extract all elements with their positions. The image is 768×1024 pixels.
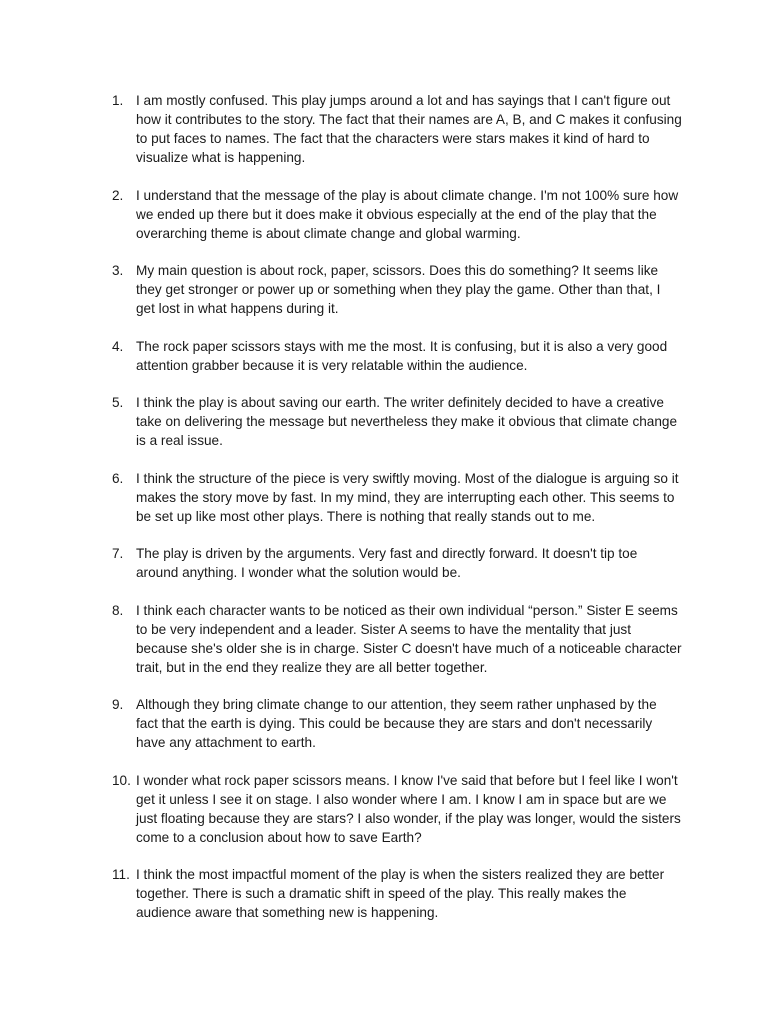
list-item-number: 9. [112, 697, 124, 712]
list-item-text: I think the most impactful moment of the play is when the sisters realized they are better together. There is such a dramatic shift in speed of the play. This really makes the audience aware that something new is happening. [136, 867, 665, 920]
list-item [112, 393, 682, 450]
list-item-number: 2. [112, 187, 124, 203]
list-item [112, 695, 682, 752]
list-item-text: I understand that the message of the play is about climate change. I'm not 100% sure how we ended up there but it does make it obvious especially at the end of the play that the overarching theme is about climate change and global warming. [136, 187, 679, 241]
list-item [112, 865, 682, 922]
list-item-number: 1. [112, 93, 124, 108]
list-item-number: 6. [112, 470, 124, 486]
list-item [112, 601, 682, 677]
list-item-number: 10. [112, 772, 131, 788]
list-item [112, 261, 682, 318]
list-item-number: 3. [112, 263, 124, 278]
list-item [112, 771, 682, 847]
list-item-text: My main question is about rock, paper, scissors. Does this do something? It seems like they get stronger or power up or something when they play the game. Other than that, I get lost in what happens during it. [136, 263, 661, 316]
list-item-number: 7. [112, 546, 124, 561]
list-item [112, 469, 682, 526]
list-item-text: Although they bring climate change to our attention, they seem rather unphased by the fact that the earth is dying. This could be because they are stars and don't necessarily have any attachment to earth. [136, 697, 657, 750]
list-item-text: I am mostly confused. This play jumps around a lot and has sayings that I can't figure out how it contributes to the story. The fact that their names are A, B, and C makes it confusing to put faces to names. The fact that the characters were stars makes it kind of hard to visualize what is happening. [136, 93, 682, 165]
list-item-text: I wonder what rock paper scissors means. I know I've said that before but I feel like I won't get it unless I see it on stage. I also wonder where I am. I know I am in space but are we just floating because they are stars? I also wonder, if the play was longer, would the sisters come to a conclusion about how to save Earth? [136, 772, 681, 845]
list-item-text: I think each character wants to be noticed as their own individual “person.” Sister E seems to be very independent and a leader. Sister A seems to have the mentality that just because she's older she is in charge. Sister C doesn't have much of a noticeable character trait, but in the end they realize they are all better together. [136, 602, 682, 675]
list-item [112, 91, 682, 167]
list-item-number: 11. [112, 867, 130, 882]
list-item-text: I think the play is about saving our earth. The writer definitely decided to have a creative take on delivering the message but nevertheless they make it obvious that climate change is a real issue. [136, 395, 678, 448]
list-item-number: 5. [112, 395, 124, 410]
list-item [112, 337, 682, 375]
list-item-number: 8. [112, 602, 124, 618]
list-item-text: I think the structure of the piece is very swiftly moving. Most of the dialogue is arguing so it makes the story move by fast. In my mind, they are interrupting each other. This seems to be set up like most other plays. There is nothing that really stands out to me. [136, 470, 679, 524]
list-item [112, 186, 682, 243]
numbered-list [112, 91, 682, 941]
list-item-text: The rock paper scissors stays with me the most. It is confusing, but it is also a very good attention grabber because it is very relatable within the audience. [136, 338, 668, 373]
list-item-text: The play is driven by the arguments. Very fast and directly forward. It doesn't tip toe around anything. I wonder what the solution would be. [136, 546, 638, 580]
list-item [112, 544, 682, 582]
list-item-number: 4. [112, 338, 124, 354]
